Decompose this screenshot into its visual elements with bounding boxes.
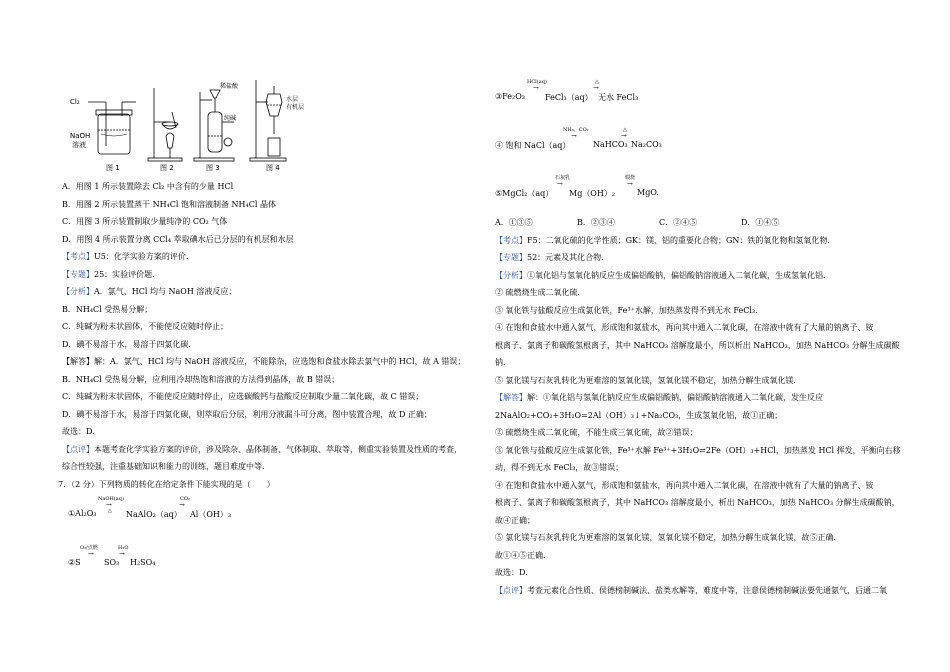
zhuanti-line: 【专题】25：实验评价题. [62, 270, 155, 279]
r-answer-4b: 根离子、氯离子和碳酸氢根离子，其中 NaHCO₃ 溶解度最小，析出 NaHCO₃，加热 NaHCO₃ 分解生成碳酸钠， [495, 498, 900, 507]
rx1-cond2: CO₂ [180, 496, 190, 502]
rx1-start: ①Al₂O₃ [68, 509, 97, 518]
option-b-choice: B．②③④ [577, 218, 615, 227]
rx2-cond2: H₂O [118, 545, 129, 551]
rx4-arrow1: → [571, 132, 577, 140]
analysis-d: D．碘不易溶于水，易溶于四氯化碳． [62, 340, 197, 349]
rx4-start: ④ 饱和 NaCl（aq） [495, 141, 571, 150]
fenxi-line: 【分析】A．氯气、HCl 均与 NaOH 溶液反应； [62, 287, 237, 296]
rx1-cond1: NaOH(aq) [98, 496, 124, 502]
r-analysis-5: ⑤ 氯化镁与石灰乳转化为更难溶的氢氧化镁，氢氧化镁不稳定，加热分解生成氧化镁． [495, 376, 802, 385]
jieda-line: 【解答】解：A．氯气、HCl 均与 NaOH 溶液反应，不能除杂，应选饱和食盐水除去氯气中的 HCl，故 A 错误； [62, 357, 466, 366]
option-b: B．用图 2 所示装置蒸干 NH₄Cl 饱和溶液制备 NH₄Cl 晶体 [62, 200, 276, 209]
rx2-end: H₂SO₄ [130, 558, 156, 567]
rx5-arrow1: → [557, 180, 563, 188]
rx3-end: 无水 FeCl₃ [598, 93, 639, 102]
rx4-mid: NaHCO₃ [593, 140, 628, 149]
figure-label-water-layer: 水层 [286, 96, 299, 103]
rx2-mid: SO₃ [104, 558, 120, 567]
rx3-cond1: HCl(aq) [527, 79, 547, 85]
r-analysis-2: ② 硫燃烧生成二氧化硫． [495, 288, 586, 297]
rx2-start: ②S [68, 558, 81, 567]
r-analysis-4c: 钠． [495, 358, 511, 367]
figure-label-cl2: Cl₂ [70, 98, 80, 106]
rx3-cond2: △ [595, 79, 599, 85]
rx1-arrow1: → [106, 501, 112, 509]
answer-d: D．碘不易溶于水，易溶于四氯化碳，则萃取后分层，利用分液漏斗可分离，图中装置合理，故 D 正确； [62, 410, 432, 419]
figure-label-organic-layer: 有机层 [286, 104, 305, 111]
r-answer-2: ② 硫燃烧生成二氧化硫，不能生成三氧化硫，故②错误； [495, 428, 698, 437]
r-answer-3b: 动，得不到无水 FeCl₃，故③错误； [495, 463, 624, 472]
rx2-arrow1: → [88, 550, 94, 558]
answer-c: C．纯碱为粉末状固体，不能使反应随时停止，应选碳酸钙与盐酸反应制取少量二氧化碳，故 C 错误； [62, 392, 424, 401]
r-jieda: 【解答】解：①氧化铝与氢氧化钠反应生成偏铝酸钠，偏铝酸钠溶液通入二氧化碳，发生反应 [495, 393, 823, 402]
rx5-mid: Mg（OH）₂ [569, 189, 616, 198]
r-answer-3a: ③ 氧化铁与盐酸反应生成氯化铁，Fe³⁺水解 Fe³⁺+3H₂O⇌2Fe（OH）₃+HCl，加热蒸发 HCl 挥发，平衡向右移 [495, 446, 901, 455]
rx3-arrow2: → [593, 84, 599, 92]
analysis-b: B．NH₄Cl 受热易分解； [62, 305, 153, 314]
r-answer-choice: 故选：D． [495, 568, 534, 577]
r-kaodian: 【考点】F5：二氧化硫的化学性质；GK：镁、铝的重要化合物；GN：铁的氧化物和氢氧化物． [495, 236, 836, 245]
rx5-cond1: 石灰乳 [555, 175, 571, 181]
rx4-cond2: △ [623, 127, 627, 133]
apparatus-figure [68, 72, 308, 172]
r-answer-summary: 故①④⑤正确． [495, 551, 551, 560]
dianping-line-2: 综合性较强，注重基础知识和能力的训练，题目难度中等． [62, 462, 270, 471]
rx4-arrow2: → [621, 132, 627, 140]
kaodian-line: 【考点】U5：化学实验方案的评价. [62, 252, 189, 261]
question-7: 7．（2 分）下列物质的转化在给定条件下能实现的是（ ） [58, 480, 275, 489]
analysis-c: C．纯碱为粉末状固体，不能使反应随时停止； [62, 322, 229, 331]
figure-caption-3: 图 3 [206, 164, 220, 172]
r-dianping: 【点评】考查元素化合性质、侯德榜制碱法、盐类水解等，难度中等，注意侯德榜制碱法要先通氨气，后通二氧 [495, 586, 887, 595]
dianping-line: 【点评】本题考查化学实验方案的评价，涉及除杂、晶体制备、气体制取、萃取等，侧重实验装置及性质的考查， [62, 445, 462, 454]
figure-caption-1: 图 1 [106, 164, 120, 172]
r-answer-4a: ④ 在饱和食盐水中通入氨气，形成饱和氨盐水，再向其中通入二氧化碳，在溶液中就有了大量的钠离子、铵 [495, 481, 874, 490]
rx5-cond2: 煅烧 [625, 175, 636, 181]
option-c-choice: C．②④⑤ [659, 218, 698, 227]
rx4-cond1: NH₃，CO₂ [563, 127, 589, 133]
figure-label-naoh: NaOH [70, 132, 91, 140]
figure-label-solution: 溶液 [72, 141, 86, 149]
r-answer-1: 2NaAlO₂+CO₂+3H₂O=2Al（OH）₃↓+Na₂CO₃，生成氢氧化铝，故①正确； [495, 411, 783, 420]
figure-3-co2-generator [194, 90, 237, 161]
figure-label-soda: 纯碱 [224, 115, 237, 122]
option-a-choice: A．①③⑤ [495, 218, 533, 227]
option-a: A．用图 1 所示装置除去 Cl₂ 中含有的少量 HCl [62, 182, 234, 191]
rx5-start: ⑤MgCl₂（aq） [495, 189, 554, 198]
r-analysis-3: ③ 氧化铁与盐酸反应生成氯化铁，Fe³⁺水解，加热蒸发得不到无水 FeCl₃． [495, 306, 764, 315]
figure-4-separatory-funnel [250, 80, 286, 161]
rx3-arrow1: → [533, 84, 539, 92]
rx2-arrow2: → [119, 550, 125, 558]
option-c: C．用图 3 所示装置制取少量纯净的 CO₂ 气体 [62, 217, 228, 226]
figure-caption-4: 图 4 [266, 164, 280, 172]
rx2-cond1: O₂/点燃 [80, 545, 98, 551]
rx5-end: MgO. [637, 188, 659, 197]
figure-caption-2: 图 2 [160, 164, 174, 172]
rx4-end: Na₂CO₃ [631, 140, 662, 149]
r-analysis-4b: 根离子、氯离子和碳酸氢根离子，其中 NaHCO₃ 溶解度最小，所以析出 NaHCO₃，加热 NaHCO₃ 分解生成碳酸 [495, 341, 900, 350]
r-answer-5: ⑤ 氯化镁与石灰乳转化为更难溶的氢氧化镁，氢氧化镁不稳定，加热分解生成氧化镁，故⑤正确． [495, 533, 842, 542]
r-zhuanti: 【专题】52：元素及其化合物． [495, 253, 610, 262]
rx3-start: ③Fe₂O₃ [495, 92, 525, 101]
option-d: D．用图 4 所示装置分离 CCl₄ 萃取碘水后已分层的有机层和水层 [62, 235, 294, 244]
figure-label-dilute-hcl: 稀盐酸 [220, 83, 239, 90]
rx1-mid: NaAlO₂（aq） [126, 510, 182, 519]
r-analysis-4a: ④ 在饱和食盐水中通入氨气，形成饱和氨盐水，再向其中通入二氧化碳，在溶液中就有了大量的钠离子、铵 [495, 323, 874, 332]
r-answer-4c: 故④正确； [495, 516, 535, 525]
rx5-arrow2: → [627, 180, 633, 188]
rx1-arrow2: → [179, 501, 185, 509]
answer-choice: 故选：D． [62, 427, 101, 436]
option-d-choice: D．①④⑤ [741, 218, 780, 227]
rx3-mid: FeCl₃（aq） [545, 93, 593, 102]
r-fenxi: 【分析】①氧化铝与氢氧化钠反应生成偏铝酸钠，偏铝酸钠溶液通入二氧化碳，生成氢氧化铝． [495, 271, 831, 280]
rx1-end: Al（OH）₃ [190, 510, 232, 519]
answer-b: B．NH₄Cl 受热易分解，应利用冷却热饱和溶液的方法得到晶体，故 B 错误； [62, 375, 340, 384]
rx1-cond1-bottom: △ [108, 508, 112, 514]
figure-1-wash-bottle [88, 102, 136, 154]
figure-2-evaporation [148, 88, 182, 161]
